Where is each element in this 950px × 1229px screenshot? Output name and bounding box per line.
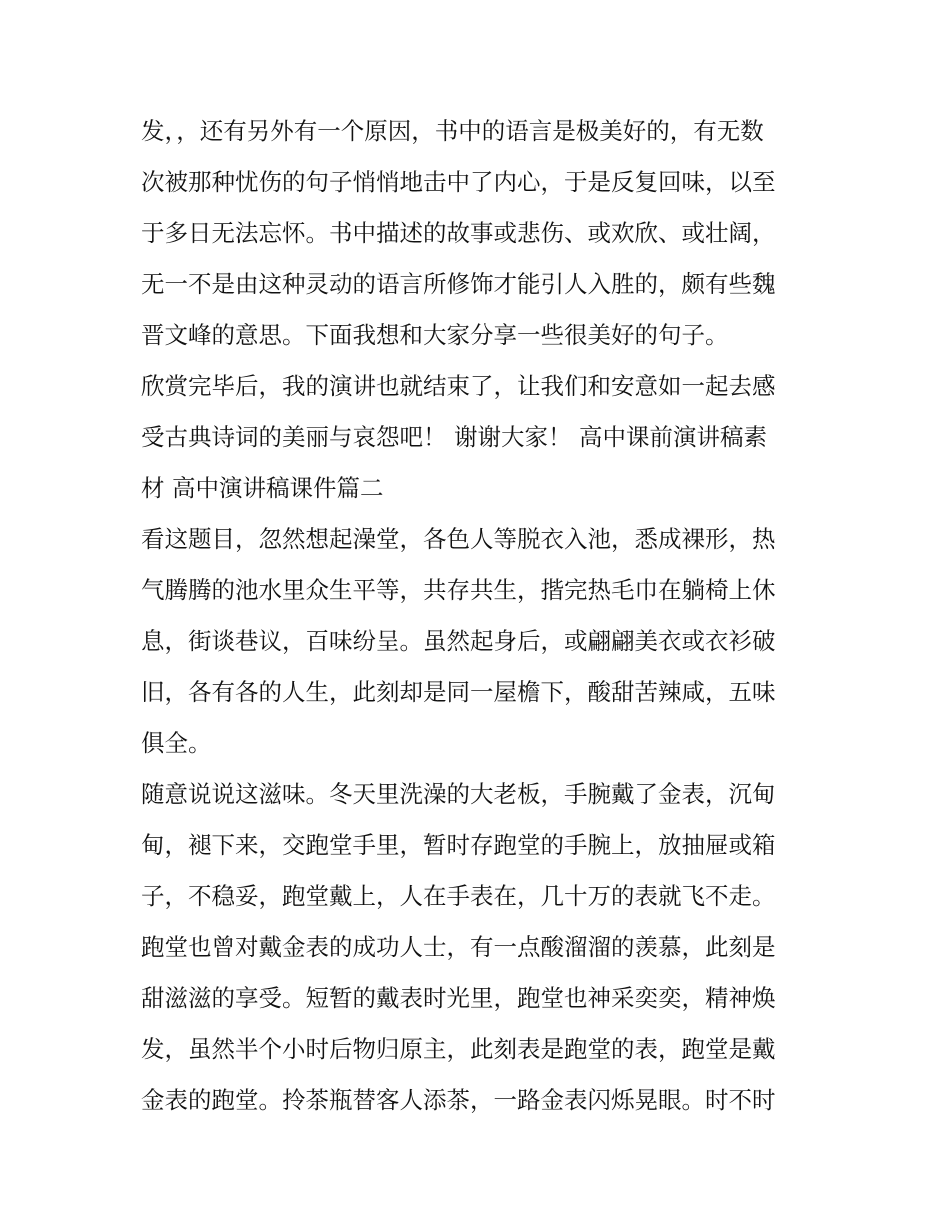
text-line: 看这题目，忽然想起澡堂，各色人等脱衣入池，悉成裸形，热 (141, 525, 776, 553)
text-line: 发，，还有另外有一个原因，书中的语言是极美好的，有无数 (141, 117, 764, 145)
text-line: 旧，各有各的人生，此刻却是同一屋檐下，酸甜苦辣咸，五味 (141, 678, 776, 706)
text-line: 无一不是由这种灵动的语言所修饰才能引人入胜的，颇有些魏 (141, 270, 776, 298)
text-line: 发，虽然半个小时后物归原主，此刻表是跑堂的表，跑堂是戴 (141, 1035, 776, 1063)
text-line: 晋文峰的意思。下面我想和大家分享一些很美好的句子。 (141, 321, 729, 349)
text-line: 气腾腾的池水里众生平等，共存共生，揩完热毛巾在躺椅上休 (141, 576, 776, 604)
text-line: 子，不稳妥，跑堂戴上，人在手表在，几十万的表就飞不走。 (141, 882, 776, 910)
text-line: 随意说说这滋味。冬天里洗澡的大老板，手腕戴了金表，沉甸 (141, 780, 776, 808)
document-body (141, 106, 813, 1126)
text-line: 甸，褪下来，交跑堂手里，暂时存跑堂的手腕上，放抽屉或箱 (141, 831, 776, 859)
text-line: 跑堂也曾对戴金表的成功人士，有一点酸溜溜的羡慕，此刻是 (141, 933, 776, 961)
text-line: 息，街谈巷议，百味纷呈。虽然起身后，或翩翩美衣或衣衫破 (141, 627, 776, 655)
text-line: 欣赏完毕后，我的演讲也就结束了，让我们和安意如一起去感 (141, 372, 776, 400)
text-line: 金表的跑堂。拎茶瓶替客人添茶，一路金表闪烁晃眼。时不时 (141, 1086, 776, 1114)
text-line: 俱全。 (141, 729, 212, 757)
text-line: 受古典诗词的美丽与哀怨吧！ 谢谢大家！ 高中课前演讲稿素 (141, 423, 767, 451)
text-line: 次被那种忧伤的句子悄悄地击中了内心，于是反复回味，以至 (141, 168, 776, 196)
text-line: 于多日无法忘怀。书中描述的故事或悲伤、或欢欣、或壮阔， (141, 219, 776, 247)
text-line: 甜滋滋的享受。短暂的戴表时光里，跑堂也神采奕奕，精神焕 (141, 984, 776, 1012)
text-line: 材 高中演讲稿课件篇二 (141, 474, 384, 502)
